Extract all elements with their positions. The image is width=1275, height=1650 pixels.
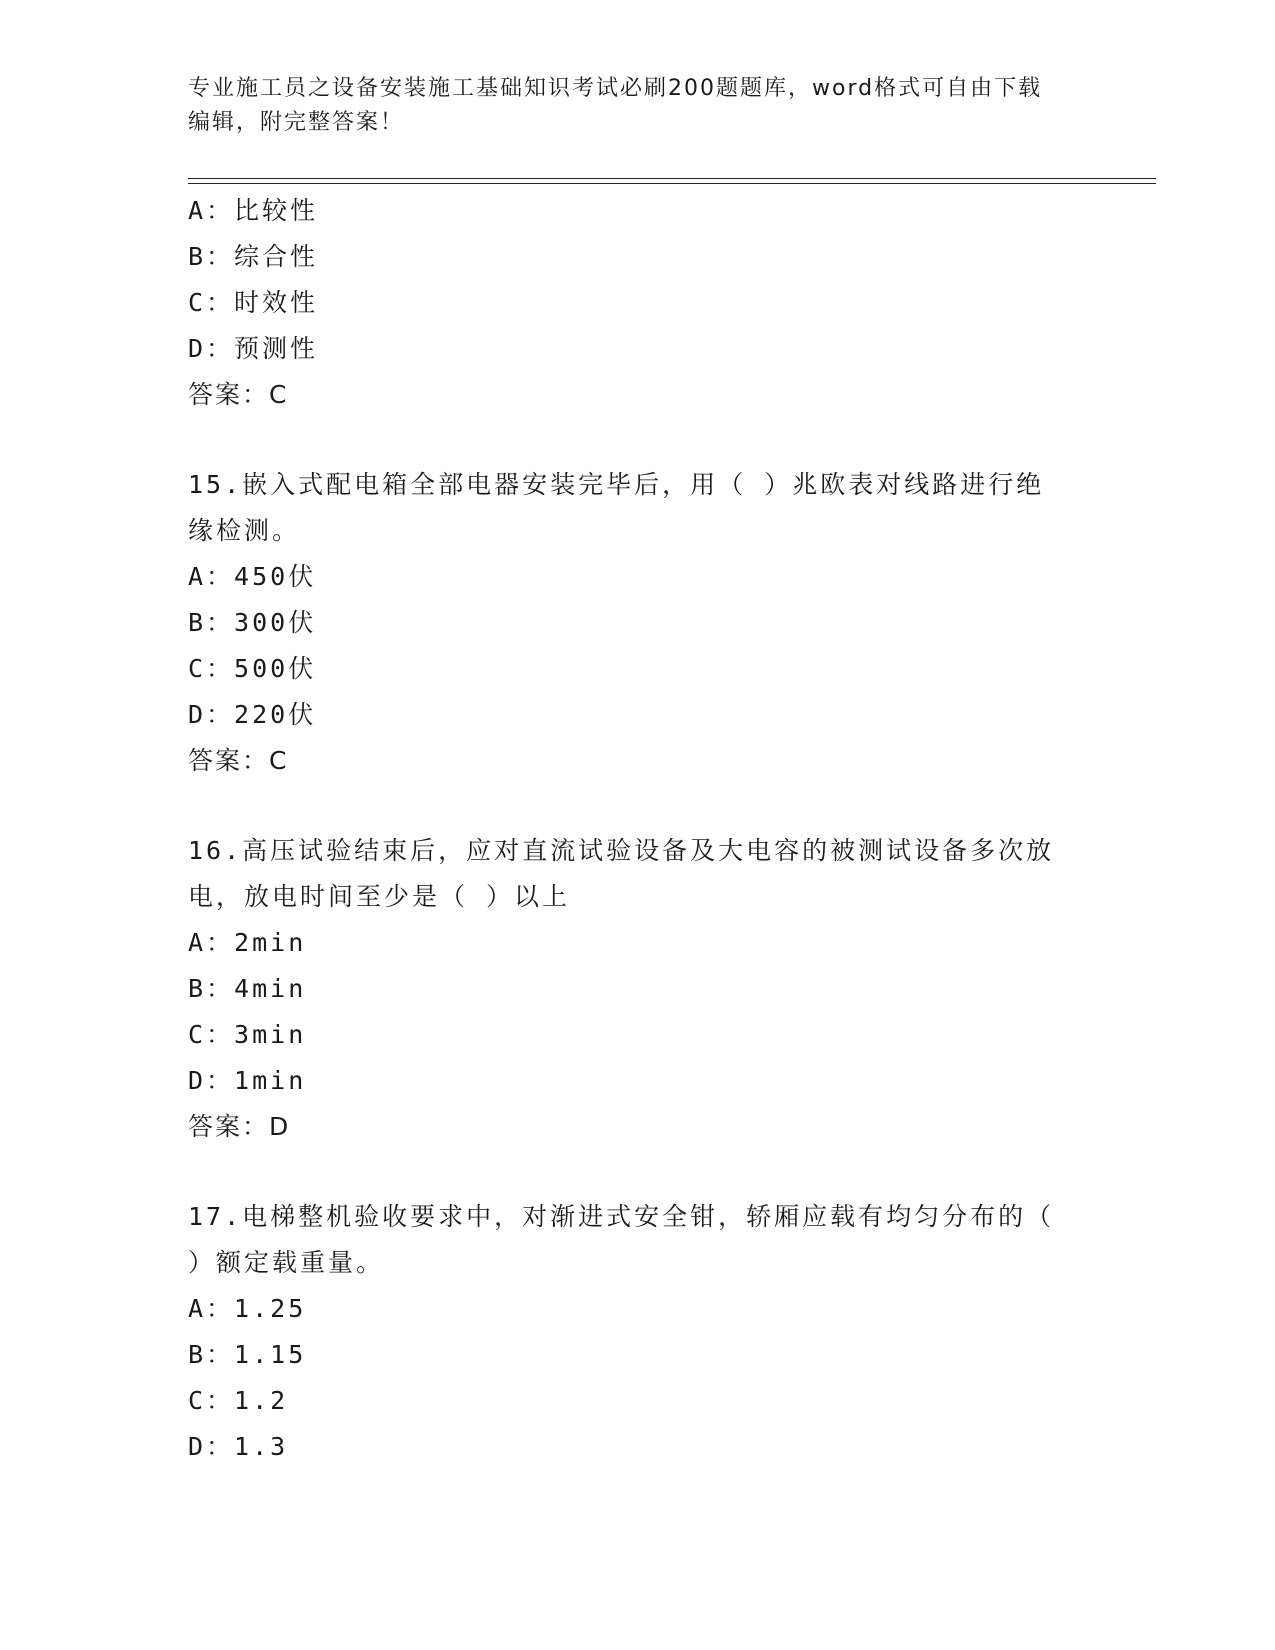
option-b: B：300伏 [188,608,317,637]
header-title-line-2: 编辑，附完整答案！ [188,110,405,135]
question-spacer [188,1150,1088,1194]
question-text-line-1: 15.嵌入式配电箱全部电器安装完毕后，用（ ）兆欧表对线路进行绝 [188,470,1045,499]
answer-line: 答案：D [188,1112,291,1141]
option-a: A：1.25 [188,1294,307,1323]
question-text-line-1: 16.高压试验结束后，应对直流试验设备及大电容的被测试设备多次放 [188,836,1055,865]
question-spacer [188,784,1088,828]
option-c: C：时效性 [188,288,319,317]
header-divider-bottom [188,183,1156,184]
header-title-line-1: 专业施工员之设备安装施工基础知识考试必刷200题题库，word格式可自由下载 [188,76,1043,101]
option-a: A：2min [188,928,307,957]
answer-line: 答案：C [188,746,289,775]
question-block-17 [188,1194,1088,1470]
question-spacer [188,418,1088,462]
option-c: C：500伏 [188,654,317,683]
document-header [188,72,1088,140]
option-d: D：220伏 [188,700,317,729]
option-b: B：1.15 [188,1340,307,1369]
question-text-line-2: 电，放电时间至少是（ ）以上 [188,882,571,911]
question-text-line-2: ）额定载重量。 [188,1248,385,1277]
option-b: B：综合性 [188,242,319,271]
header-divider-top [188,178,1156,179]
question-block-14 [188,188,1088,418]
option-a: A：450伏 [188,562,317,591]
question-block-15 [188,462,1088,784]
question-text-line-2: 缘检测。 [188,516,301,545]
option-b: B：4min [188,974,307,1003]
question-block-16 [188,828,1088,1150]
option-d: D：1min [188,1066,307,1095]
option-a: A：比较性 [188,196,319,225]
option-d: D：1.3 [188,1432,289,1461]
option-d: D：预测性 [188,334,319,363]
answer-line: 答案：C [188,380,289,409]
question-list [188,188,1088,1470]
option-c: C：1.2 [188,1386,289,1415]
question-text-line-1: 17.电梯整机验收要求中，对渐进式安全钳，轿厢应载有均匀分布的（ [188,1202,1055,1231]
option-c: C：3min [188,1020,307,1049]
